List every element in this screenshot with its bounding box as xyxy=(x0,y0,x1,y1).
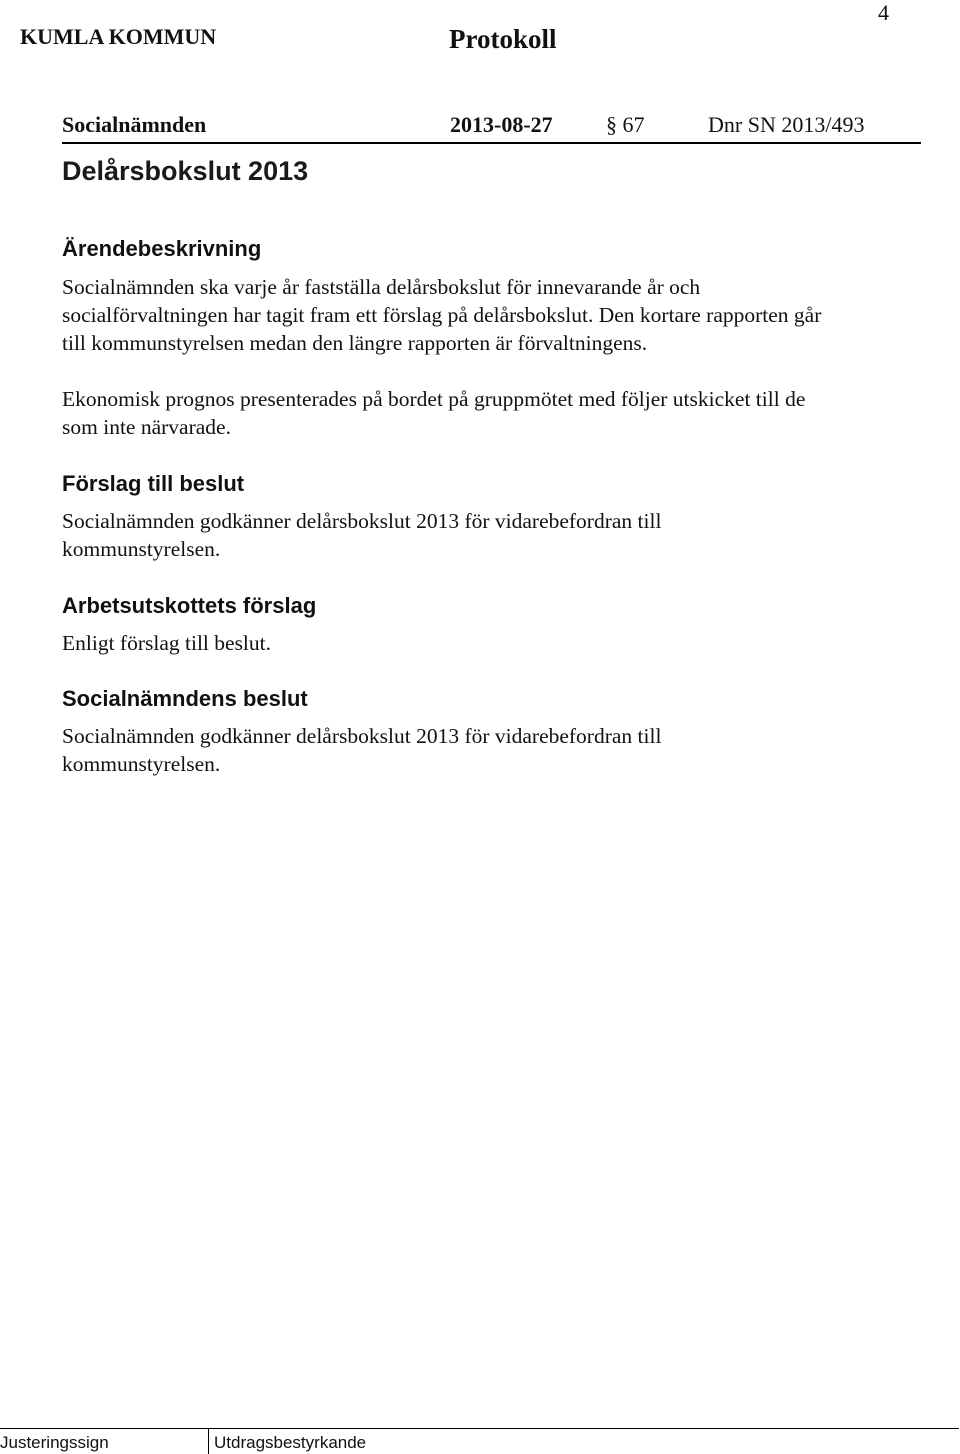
text-line: Enligt förslag till beslut. xyxy=(62,631,272,655)
text-line: Socialnämnden ska varje år fastställa delårsbokslut för innevarande år och xyxy=(62,275,701,299)
footer-justering-label: Justeringssign xyxy=(0,1433,109,1452)
document-type: Protokoll xyxy=(449,24,557,54)
footer-rule xyxy=(0,1428,959,1429)
section-heading-decision: Socialnämndens beslut xyxy=(62,686,308,711)
text-line: Socialnämnden godkänner delårsbokslut 2013 för vidarebefordran till xyxy=(62,724,662,748)
case-title: Delårsbokslut 2013 xyxy=(62,156,309,186)
paragraph-number: § 67 xyxy=(606,112,645,137)
decision-text xyxy=(62,722,922,778)
committee-name: Socialnämnden xyxy=(62,112,207,137)
description-paragraph-2 xyxy=(62,385,922,441)
description-paragraph-1 xyxy=(62,273,922,357)
footer-utdrag-label: Utdragsbestyrkande xyxy=(214,1433,367,1452)
proposal-text xyxy=(62,507,922,563)
diary-number: Dnr SN 2013/493 xyxy=(708,112,865,137)
organization-name: KUMLA KOMMUN xyxy=(20,24,217,49)
text-line: Ekonomisk prognos presenterades på bordet på gruppmötet med följer utskicket till de xyxy=(62,387,806,411)
text-line: som inte närvarade. xyxy=(62,415,231,439)
committee-proposal-text xyxy=(62,629,922,657)
text-line: Socialnämnden godkänner delårsbokslut 2013 för vidarebefordran till xyxy=(62,509,662,533)
section-heading-description: Ärendebeskrivning xyxy=(62,236,262,261)
meeting-date: 2013-08-27 xyxy=(450,112,553,137)
text-line: kommunstyrelsen. xyxy=(62,752,221,776)
section-heading-committee-proposal: Arbetsutskottets förslag xyxy=(62,593,317,618)
section-heading-proposal: Förslag till beslut xyxy=(62,471,245,496)
text-line: kommunstyrelsen. xyxy=(62,537,221,561)
page-number: 4 xyxy=(878,0,889,25)
meeting-meta-row xyxy=(62,112,921,144)
text-line: till kommunstyrelsen medan den längre rapporten är förvaltningens. xyxy=(62,331,648,355)
footer-divider xyxy=(208,1428,209,1454)
text-line: socialförvaltningen har tagit fram ett förslag på delårsbokslut. Den kortare rapporten går xyxy=(62,303,822,327)
